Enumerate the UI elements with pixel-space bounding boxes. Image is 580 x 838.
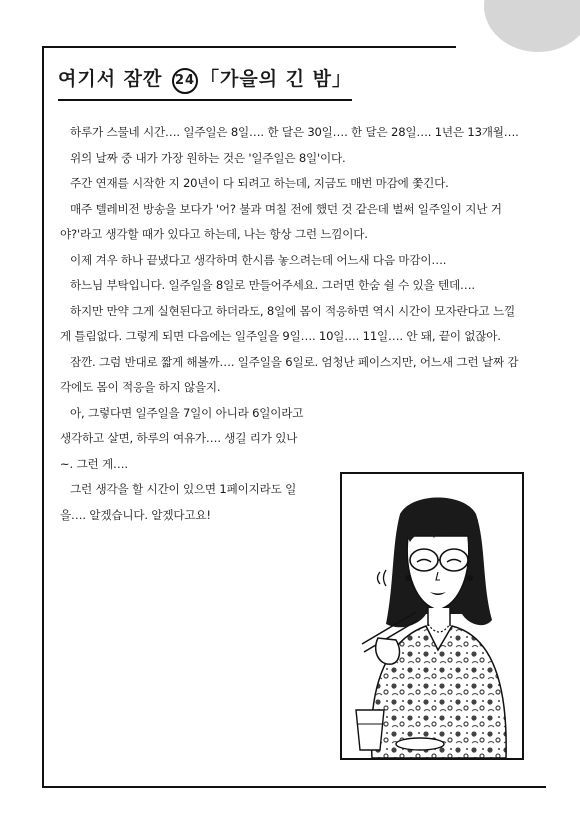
paragraph: 하지만 만약 그게 실현된다고 하더라도, 8일에 몸이 적응하면 역시 시간이 모자란다고 느낄 게 틀림없다. 그렇게 되면 다음에는 일주일을 9일…. 10일…. 11일…. 안 돼, 끝이 없잖아.: [60, 303, 515, 343]
essay-body: [60, 120, 520, 528]
paragraph: 이제 겨우 하나 끝냈다고 생각하며 한시름 놓으려는데 어느새 다음 마감이….: [70, 252, 447, 267]
frame-left-rule: [42, 46, 44, 786]
frame-top-rule: [42, 46, 456, 48]
woman-with-glasses-eating-icon: [342, 474, 522, 758]
episode-number-badge: 24: [172, 68, 198, 94]
paragraph: 위의 날짜 중 내가 가장 원하는 것은 '일주일은 8일'이다.: [70, 150, 346, 165]
page-corner-tab: [484, 0, 580, 52]
paragraph: 하루가 스물네 시간…. 일주일은 8일…. 한 달은 30일…. 한 달은 28일…. 1년은 13개월….: [70, 125, 519, 139]
paragraph: 그런 생각을 할 시간이 있으면 1페이지라도 일을…. 알겠습니다. 알겠다고요!: [60, 482, 297, 522]
paragraph: 하느님 부탁입니다. 일주일을 8일로 만들어주세요. 그러면 한숨 쉴 수 있을 텐데….: [70, 278, 475, 292]
title-prefix: 여기서 잠깐: [58, 68, 163, 90]
paragraph: 매주 텔레비전 방송을 보다가 '어? 불과 며칠 전에 했던 것 같은데 벌써 일주일이 지난 거야?'라고 생각할 때가 있다고 하는데, 나는 항상 그런 느낌이다.: [60, 201, 502, 241]
page-title: [58, 64, 352, 94]
frame-bottom-rule: [42, 786, 546, 788]
title-underline: [58, 99, 352, 101]
paragraph: 잠깐. 그럼 반대로 짧게 해볼까…. 일주일을 6일로. 엄청난 페이스지만, 어느새 그런 날짜 감각에도 몸이 적응을 하지 않을지.: [60, 354, 519, 394]
title-name: 「가을의 긴 밤」: [200, 68, 353, 90]
paragraph: 주간 연재를 시작한 지 20년이 다 되려고 하는데, 지금도 매번 마감에 쫓긴다.: [70, 176, 449, 190]
paragraph: 아, 그렇다면 일주일을 7일이 아니라 6일이라고 생각하고 살면, 하루의 여유가…. 생길 리가 있나~. 그런 게….: [60, 405, 304, 471]
cartoon-illustration: [340, 472, 524, 760]
